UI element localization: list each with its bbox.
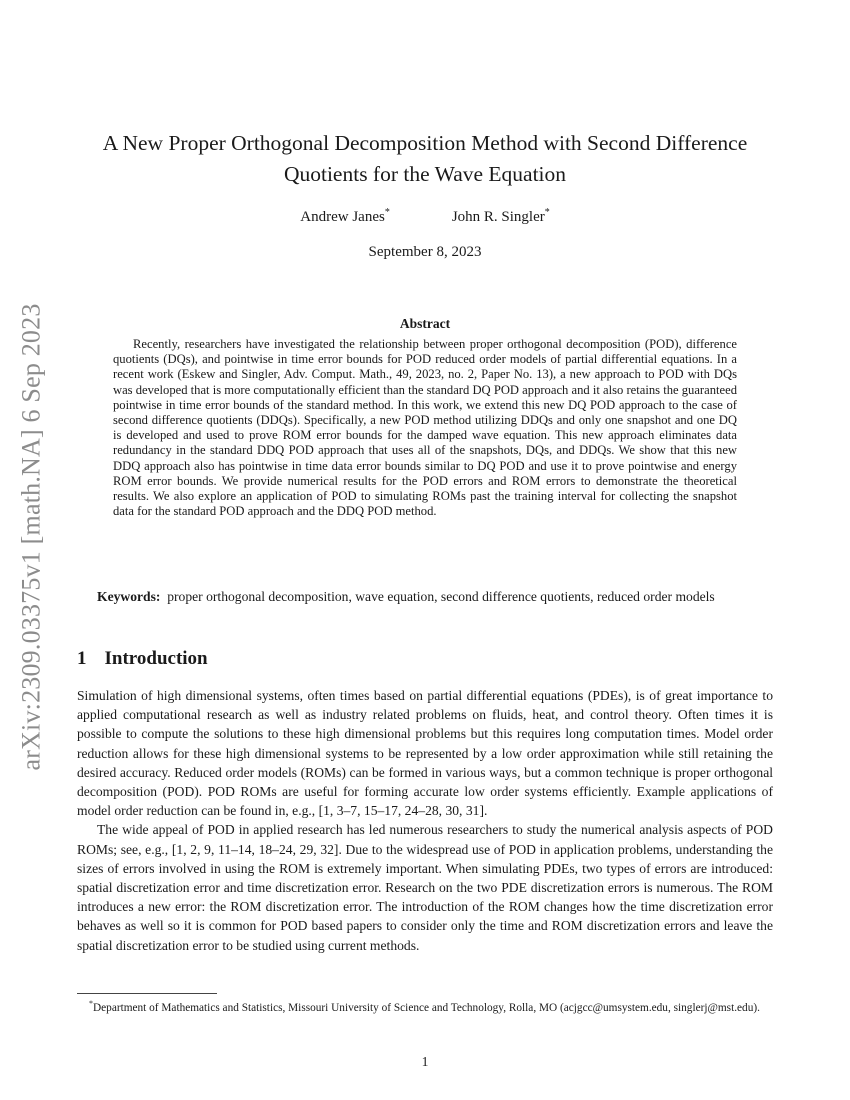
abstract-text: Recently, researchers have investigated the relationship between proper orthogonal decomposition (POD), difference quotients (DQs), and pointwise in time error bounds for POD reduced order models of partial differential equations. In a recent work (Eskew and Singler, Adv. Comput. Math., 49, 2023, no. 2, Paper No. 13), a new approach to POD with DQs was developed that is more computationally efficient than the standard DQ POD approach and it also retains the guaranteed pointwise in time error bounds of the standard method. In this work, we extend this new DQ POD approach to the case of second difference quotients (DDQs). Specifically, a new POD method utilizing DDQs and only one snapshot and one DQ is developed and used to prove ROM error bounds for the damped wave equation. This new approach eliminates data redundancy in the standard DDQ POD approach that uses all of the snapshots, DQs, and DDQs. We show that this new DDQ approach also has pointwise in time data error bounds similar to DQ POD and use it to prove pointwise and energy ROM error bounds. We provide numerical results for the POD errors and ROM errors to demonstrate the theoretical results. We also explore an application of POD to simulating ROMs past the training interval for collecting the snapshot data for the standard POD approach and the DDQ POD method. — [113, 337, 737, 519]
paper-title: A New Proper Orthogonal Decomposition Method with Second Difference Quotients for the Wave Equation — [102, 131, 748, 186]
section-number: 1 — [77, 648, 87, 669]
arxiv-identifier-stamp — [12, 282, 52, 792]
author-list — [0, 207, 850, 226]
keywords-text: proper orthogonal decomposition, wave equation, second difference quotients, reduced order models — [167, 589, 715, 604]
keywords-label: Keywords: — [97, 589, 161, 604]
footnote-divider — [77, 993, 217, 994]
intro-paragraph-1: Simulation of high dimensional systems, often times based on partial differential equations (PDEs), is of great importance to applied computational research as well as industry related problems on fluids, heat, and control theory. Often times it is possible to compute the solutions to these high dimensional problems but this requires long computation times. Model order reduction allows for these high dimensional systems to be represented by a low order approximation while still retaining the desired accuracy. Reduced order models (ROMs) can be formed in various ways, but a common technique is proper orthogonal decomposition (POD). POD ROMs are useful for forming accurate low order systems efficiently. Example applications of model order reduction can be found in, e.g., [1, 3–7, 15–17, 24–28, 30, 31]. — [77, 688, 773, 819]
introduction-body — [77, 686, 773, 955]
arxiv-stamp-text: arXiv:2309.03375v1 [math.NA] 6 Sep 2023 — [17, 303, 46, 771]
author-2-footnote-mark: * — [544, 207, 550, 218]
intro-paragraph-2: The wide appeal of POD in applied research has led numerous researchers to study the numerical analysis aspects of POD ROMs; see, e.g., [1, 2, 9, 11–14, 18–24, 29, 32]. Due to the widespread use of POD in application problems, understanding the sizes of errors involved in using the ROM is extremely important. When simulating PDEs, two types of errors are introduced: spatial discretization error and time discretization error. Research on the two PDE discretization errors is numerous. The ROM introduces a new error: the ROM discretization error. The introduction of the ROM changes how the time discretization error behaves as well so it is common for POD based papers to consider only the time and ROM discretization errors and leave the spatial discretization error to be studied using current methods. — [77, 822, 773, 953]
footnote-mark: * — [89, 999, 93, 1008]
section-title: Introduction — [104, 648, 208, 669]
footnote — [77, 996, 773, 1016]
author-1-footnote-mark: * — [384, 207, 390, 218]
author-1: Andrew Janes* — [300, 207, 390, 225]
abstract-heading: Abstract — [399, 316, 451, 331]
footnote-text: Department of Mathematics and Statistics, Missouri University of Science and Technology, Rolla, MO (acjgcc@umsystem.edu, singlerj@mst.edu). — [93, 1001, 760, 1014]
author-2: John R. Singler* — [451, 207, 550, 225]
keywords — [77, 587, 773, 606]
page-number: 1 — [421, 1054, 429, 1069]
section-heading — [77, 648, 208, 670]
paper-date: September 8, 2023 — [368, 244, 482, 260]
